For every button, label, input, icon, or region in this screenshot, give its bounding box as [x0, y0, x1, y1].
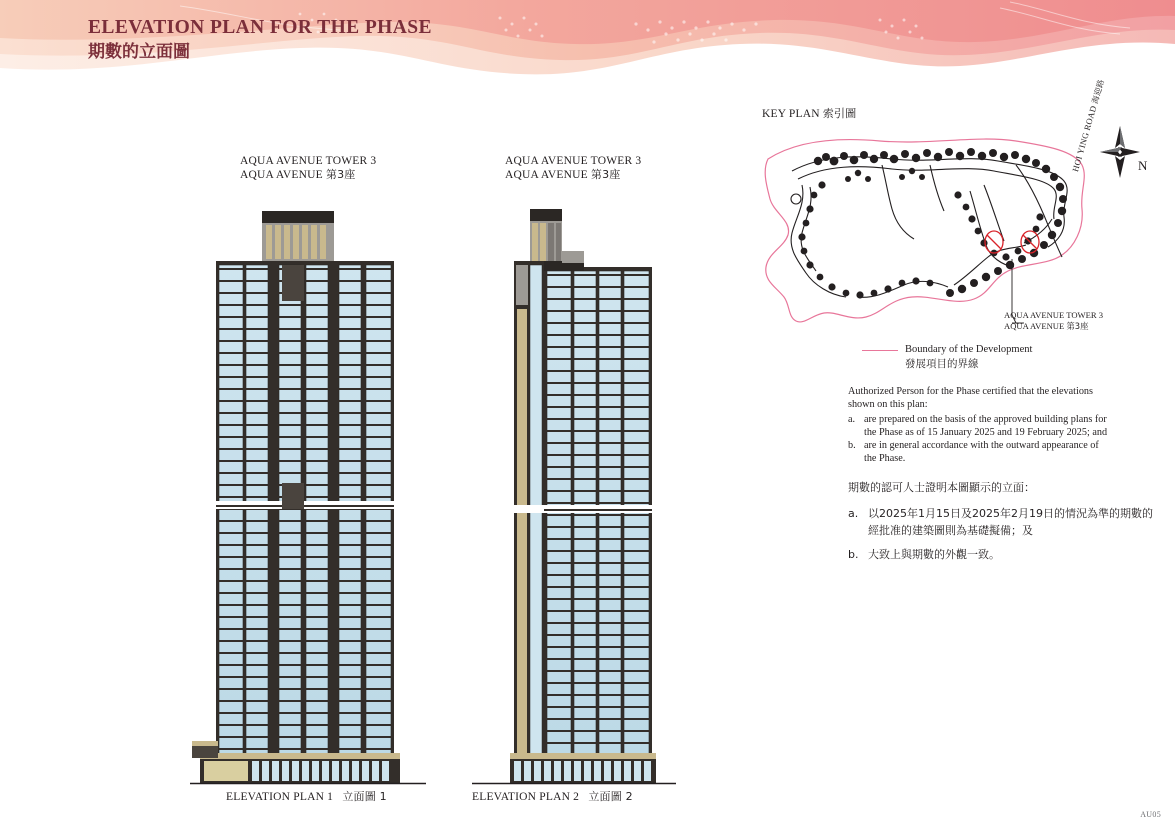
elevation-1-caption: [226, 788, 387, 804]
note-zh-item-b-line1: 大致上與期數的外觀一致。: [868, 548, 1000, 562]
key-plan-map: [762, 125, 1092, 340]
elevation-1-tower-zh: 第3座: [325, 168, 356, 182]
notes-zh-intro: 期數的認可人士證明本圖顯示的立面：: [848, 481, 1035, 495]
note-zh-item-b-mark: b.: [848, 548, 859, 562]
note-zh-item-a-line2: 經批准的建築圖則為基礎擬備；及: [868, 524, 1033, 538]
page-title-zh: 期數的立面圖: [88, 42, 190, 63]
elevation-2-caption-zh: 立面圖 2: [588, 790, 633, 803]
boundary-line-swatch: [862, 350, 898, 351]
note-zh-item-a-mark: a.: [848, 507, 859, 521]
elevation-2-drawing: [468, 205, 680, 785]
key-plan-label-zh: 索引圖: [822, 107, 857, 120]
notes-intro-line2: shown on this plan:: [848, 399, 928, 411]
note-zh-item-a-line1: 以2025年1月15日及2025年2月19日的情況為準的期數的: [868, 507, 1153, 521]
note-item-b-mark: b.: [848, 440, 856, 452]
road-label-zh: 海迎路: [1090, 78, 1106, 105]
page-title: [88, 16, 432, 63]
certification-notes: [848, 385, 1166, 570]
elevation-2-tower-en: AQUA AVENUE TOWER 3: [505, 155, 642, 167]
elevation-1-tower-en: AQUA AVENUE TOWER 3: [240, 155, 377, 167]
key-plan-label-en: KEY PLAN: [762, 108, 820, 120]
note-item-a: [848, 413, 1166, 439]
elevation-1-drawing: [186, 205, 430, 785]
compass-north-label: N: [1138, 158, 1148, 173]
elevation-2-title: [505, 154, 641, 183]
key-plan-tower-callout-zh-prefix: AQUA AVENUE: [1004, 321, 1065, 332]
compass-north-icon: [1098, 124, 1142, 180]
key-plan-tower-callout-zh: 第3座: [1066, 321, 1089, 332]
elevation-2-tower-zh-prefix: AQUA AVENUE: [505, 169, 588, 182]
legend-boundary-en: Boundary of the Development: [905, 344, 1033, 355]
elevation-1-title: [240, 154, 376, 183]
page-code: AU05: [1140, 810, 1161, 819]
key-plan-legend: [862, 343, 1032, 371]
note-item-a-line1: are prepared on the basis of the approved building plans for: [864, 414, 1107, 426]
note-item-b: [848, 439, 1166, 465]
elevation-2-tower-zh: 第3座: [590, 168, 621, 182]
elevation-1-caption-zh: 立面圖 1: [342, 790, 387, 803]
key-plan-label: [762, 105, 1162, 121]
notes-intro-line1: Authorized Person for the Phase certified that the elevations: [848, 386, 1093, 397]
elevation-1-tower-zh-prefix: AQUA AVENUE: [240, 169, 323, 182]
note-zh-item-a: [848, 505, 1166, 539]
page-title-en: ELEVATION PLAN FOR THE PHASE: [88, 17, 432, 38]
legend-boundary-zh: 發展項目的界線: [905, 358, 979, 371]
elevation-2-caption: [472, 788, 633, 804]
elevation-1-caption-en: ELEVATION PLAN 1: [226, 791, 334, 803]
note-item-b-line1: are in general accordance with the outward appearance of: [864, 440, 1099, 452]
note-zh-item-b: [848, 546, 1166, 563]
note-item-a-line2: the Phase as of 15 January 2025 and 19 February 2025; and: [864, 427, 1108, 439]
note-item-a-mark: a.: [848, 414, 856, 426]
key-plan-tower-callout-en: AQUA AVENUE TOWER 3: [1004, 310, 1104, 320]
road-label-en: HOI YING ROAD: [1070, 104, 1099, 173]
elevation-2-caption-en: ELEVATION PLAN 2: [472, 791, 580, 803]
key-plan-tower-callout: [1004, 310, 1103, 332]
note-item-b-line2: the Phase.: [864, 453, 906, 465]
